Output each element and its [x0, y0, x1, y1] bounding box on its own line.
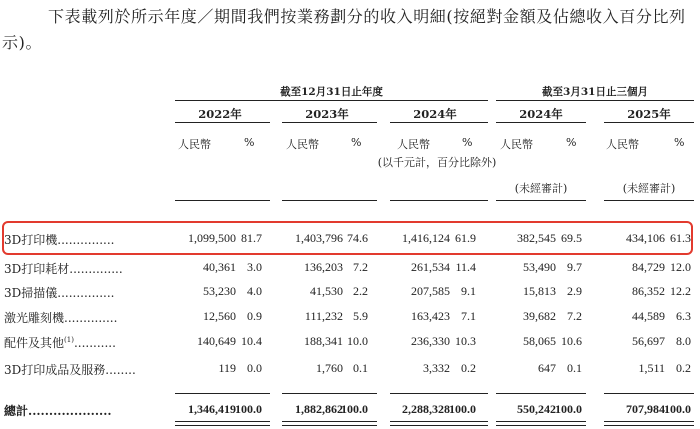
header-rule [390, 200, 488, 201]
subtotal-rule [390, 393, 488, 394]
year-header-2024: 2024年 [413, 107, 457, 121]
header-rule [604, 200, 694, 201]
subtotal-rule [604, 393, 694, 394]
year-rule-2025-q1 [604, 122, 694, 123]
amount-cell: 1,403,796 [295, 231, 343, 245]
row-label-text: 配件及其他 [4, 336, 65, 350]
header-rule [282, 200, 377, 201]
year-rule-2024-q1 [496, 122, 586, 123]
percent-cell: 0.0 [247, 361, 262, 375]
subtotal-rule [282, 393, 377, 394]
percent-cell: 9.7 [567, 260, 582, 274]
amount-cell: 382,545 [517, 231, 556, 245]
group-header-annual: 截至12月31日止年度 [280, 86, 383, 98]
amount-cell: 119 [218, 361, 236, 375]
amount-cell: 40,361 [203, 260, 236, 274]
percent-cell: 100.0 [235, 402, 262, 416]
percent-cell: 8.0 [676, 334, 691, 348]
subtotal-rule [175, 393, 270, 394]
amount-cell: 1,882,862 [295, 402, 343, 416]
year-header-2022: 2022年 [198, 107, 242, 121]
footnote-marker: (1) [64, 336, 74, 344]
percent-cell: 4.0 [247, 284, 262, 298]
amount-cell: 207,585 [411, 284, 450, 298]
year-header-2025-q1: 2025年 [627, 107, 671, 121]
percent-cell: 2.2 [353, 284, 368, 298]
percent-cell: 3.0 [247, 260, 262, 274]
amount-cell: 1,511 [638, 361, 665, 375]
leader-dots: ........... [73, 336, 116, 350]
leader-dots: .............. [64, 311, 118, 325]
unit-note: (以千元計，百分比除外) [377, 156, 497, 169]
percent-cell: 10.4 [241, 334, 262, 348]
percent-cell: 10.6 [561, 334, 582, 348]
amount-cell: 15,813 [523, 284, 556, 298]
percent-cell: 12.2 [670, 284, 691, 298]
currency-header: 人民幣 [178, 138, 211, 151]
row-label-text: 3D打印成品及服務 [4, 363, 106, 377]
amount-cell: 39,682 [523, 309, 556, 323]
amount-cell: 163,423 [411, 309, 450, 323]
percent-cell: 0.1 [353, 361, 368, 375]
amount-cell: 261,534 [411, 260, 450, 274]
percent-header: % [566, 136, 577, 149]
row-label [4, 334, 172, 351]
amount-cell: 550,242 [517, 402, 556, 416]
year-header-2023: 2023年 [305, 107, 349, 121]
amount-cell: 236,330 [411, 334, 450, 348]
amount-cell: 1,346,419 [188, 402, 236, 416]
amount-cell: 53,230 [203, 284, 236, 298]
total-row-label [4, 402, 172, 419]
amount-cell: 647 [538, 361, 556, 375]
row-label [4, 309, 172, 326]
row-label-text: 3D打印耗材 [4, 262, 70, 276]
amount-cell: 56,697 [632, 334, 665, 348]
amount-cell: 1,760 [316, 361, 343, 375]
amount-cell: 84,729 [632, 260, 665, 274]
percent-cell: 7.2 [353, 260, 368, 274]
row-label [4, 284, 172, 301]
row-label-text: 總計 [4, 404, 29, 418]
percent-cell: 100.0 [664, 402, 691, 416]
unaudited-note: (未經審計) [514, 182, 568, 195]
amount-cell: 1,099,500 [188, 231, 236, 245]
leader-dots: .................... [28, 404, 112, 418]
year-header-2024-q1: 2024年 [519, 107, 563, 121]
total-double-rule [604, 421, 694, 426]
percent-header: % [351, 136, 362, 149]
total-double-rule [390, 421, 488, 426]
amount-cell: 12,560 [203, 309, 236, 323]
amount-cell: 1,416,124 [402, 231, 450, 245]
highlight-box [2, 221, 693, 255]
year-rule-2023 [282, 122, 377, 123]
row-label-text: 激光雕刻機 [4, 311, 65, 325]
percent-cell: 6.3 [676, 309, 691, 323]
amount-cell: 44,589 [632, 309, 665, 323]
percent-cell: 9.1 [461, 284, 476, 298]
total-double-rule [282, 421, 377, 426]
group-rule-annual [175, 100, 488, 101]
percent-cell: 81.7 [241, 231, 262, 245]
percent-cell: 7.2 [567, 309, 582, 323]
row-label [4, 260, 172, 277]
amount-cell: 188,341 [304, 334, 343, 348]
percent-cell: 61.9 [455, 231, 476, 245]
amount-cell: 136,203 [304, 260, 343, 274]
percent-cell: 10.0 [347, 334, 368, 348]
percent-cell: 100.0 [341, 402, 368, 416]
percent-cell: 0.9 [247, 309, 262, 323]
leader-dots: ............... [57, 233, 115, 247]
amount-cell: 111,232 [304, 309, 343, 323]
intro-paragraph: 下表載列於所示年度／期間我們按業務劃分的收入明細(按絕對金額及佔總收入百分比列示)。 [2, 7, 686, 52]
currency-header: 人民幣 [606, 138, 639, 151]
amount-cell: 140,649 [197, 334, 236, 348]
leader-dots: .............. [69, 262, 123, 276]
row-label-text: 3D打印機 [4, 233, 58, 247]
percent-header: % [674, 136, 685, 149]
amount-cell: 53,490 [523, 260, 556, 274]
subtotal-rule [496, 393, 586, 394]
amount-cell: 86,352 [632, 284, 665, 298]
percent-cell: 11.4 [455, 260, 476, 274]
leader-dots: ............... [57, 286, 115, 300]
amount-cell: 58,065 [523, 334, 556, 348]
unaudited-note: (未經審計) [622, 182, 676, 195]
total-double-rule [496, 421, 586, 426]
amount-cell: 2,288,328 [402, 402, 450, 416]
currency-header: 人民幣 [397, 138, 430, 151]
header-rule [496, 200, 586, 201]
percent-cell: 0.1 [567, 361, 582, 375]
percent-cell: 0.2 [676, 361, 691, 375]
percent-header: % [244, 136, 255, 149]
leader-dots: ........ [105, 363, 136, 377]
amount-cell: 3,332 [423, 361, 450, 375]
currency-header: 人民幣 [286, 138, 319, 151]
row-label [4, 361, 172, 378]
year-rule-2022 [175, 122, 270, 123]
percent-cell: 100.0 [555, 402, 582, 416]
percent-cell: 69.5 [561, 231, 582, 245]
total-double-rule [175, 421, 270, 426]
percent-cell: 10.3 [455, 334, 476, 348]
percent-cell: 74.6 [347, 231, 368, 245]
percent-cell: 2.9 [567, 284, 582, 298]
row-label-text: 3D掃描儀 [4, 286, 58, 300]
percent-cell: 7.1 [461, 309, 476, 323]
percent-cell: 12.0 [670, 260, 691, 274]
amount-cell: 434,106 [626, 231, 665, 245]
header-rule [175, 200, 270, 201]
amount-cell: 707,984 [626, 402, 665, 416]
percent-cell: 61.3 [670, 231, 691, 245]
group-rule-quarter [496, 100, 694, 101]
percent-cell: 100.0 [449, 402, 476, 416]
percent-header: % [462, 136, 473, 149]
percent-cell: 5.9 [353, 309, 368, 323]
group-header-quarter: 截至3月31日止三個月 [542, 86, 648, 98]
currency-header: 人民幣 [500, 138, 533, 151]
year-rule-2024 [390, 122, 488, 123]
percent-cell: 0.2 [461, 361, 476, 375]
amount-cell: 41,530 [310, 284, 343, 298]
